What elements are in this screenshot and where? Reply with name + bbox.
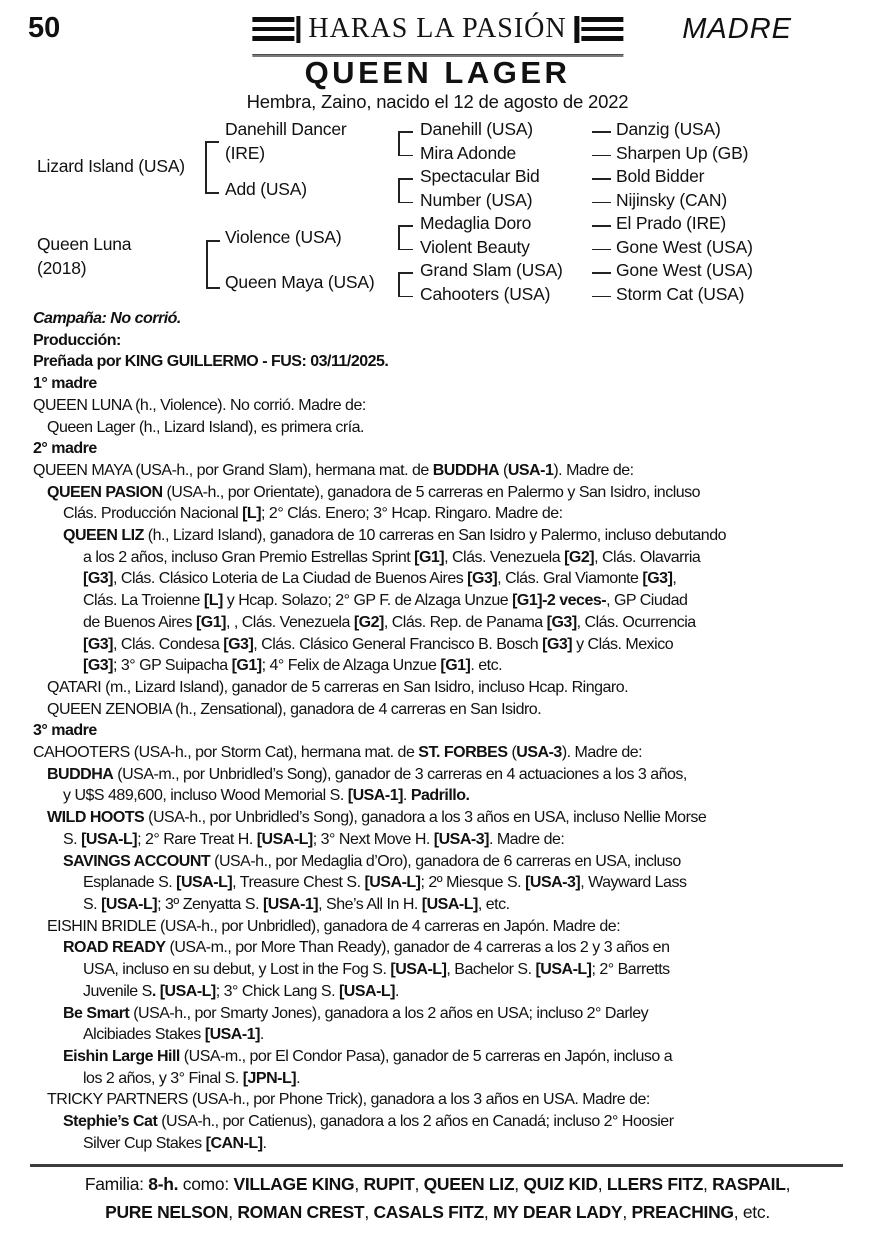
pedigree-name-gen2: Danehill Dancer (IRE) (225, 119, 347, 163)
production-line-segment: Clás. La Troienne (83, 592, 204, 610)
logo-vertical-bar-icon (296, 16, 301, 43)
production-line-segment: [G3] (542, 635, 573, 653)
production-line-segment: [USA-L] (176, 874, 233, 892)
pedigree-name-gen3: Mira Adonde (420, 142, 517, 163)
production-line (0, 916, 875, 938)
production-line-segment: [G2] (564, 548, 595, 566)
production-line-segment: ( (507, 744, 517, 762)
production-line (0, 460, 875, 482)
production-line-segment: (USA-h., por Catienus), ganadora a los 2 años en Canadá; incluso 2° Hoosier (157, 1113, 674, 1131)
production-line-segment: [G3] (83, 635, 113, 653)
family-line-1-segment: , (414, 1174, 424, 1194)
production-line-segment: [USA-L] (535, 961, 592, 979)
production-line-segment: y Clás. Mexico (572, 635, 674, 653)
family-line-1-segment: 8-h. (148, 1174, 179, 1194)
production-line-segment: [G1] (440, 657, 471, 675)
pedigree-name-gen1: Queen Luna (2018) (37, 234, 132, 278)
pedigree-name-gen4: Gone West (USA) (616, 260, 753, 281)
production-line-segment: , She’s All In H. (318, 895, 422, 913)
pedigree-name-gen2: Add (USA) (225, 178, 307, 199)
pedigree-connector (205, 192, 219, 194)
production-line (0, 1068, 875, 1090)
family-line-1-segment: QUIZ KID (523, 1174, 598, 1194)
horse-name-title: QUEEN LAGER (304, 55, 571, 90)
production-line-segment: ; 3° GP Suipacha (113, 657, 232, 675)
family-line-1-segment: como: (178, 1174, 234, 1194)
pedigree-name-gen2: Queen Maya (USA) (225, 272, 375, 293)
production-line-segment: Eishin Large Hill (63, 1047, 180, 1065)
pedigree-connector (398, 272, 400, 297)
production-line-segment: ; 2° Rare Treat H. (137, 830, 257, 848)
family-line-1-segment: VILLAGE KING (233, 1174, 355, 1194)
production-line-segment: Stephie’s Cat (63, 1113, 158, 1131)
pedigree-name-gen4: Danzig (USA) (616, 119, 721, 140)
production-line-segment: Silver Cup Stakes (83, 1134, 206, 1152)
pedigree-connector (398, 272, 413, 274)
pedigree-connector (206, 287, 220, 289)
production-line-segment: (USA-m., por More Than Ready), ganador de 4 carreras a los 2 y 3 años en (165, 939, 670, 957)
pedigree-name-gen2: Violence (USA) (225, 227, 342, 248)
production-line-segment: [USA-L] (364, 874, 421, 892)
production-line-segment: [L] (242, 505, 262, 523)
production-line-segment: (USA-h., por Unbridled’s Song), ganadora a los 3 años en USA, incluso Nellie Morse (144, 809, 707, 827)
production-line (0, 872, 875, 894)
production-line-segment: ; 2° Barretts (591, 961, 670, 979)
family-line-1-segment: , (514, 1174, 524, 1194)
family-line-2-segment: PURE NELSON (105, 1201, 229, 1222)
production-line-segment: . (262, 1134, 267, 1152)
family-line-2-segment: ROMAN CREST (237, 1201, 365, 1222)
section-label-madre: MADRE (682, 13, 792, 45)
production-line-segment: ; 3° Chick Lang S. (215, 982, 339, 1000)
pedigree-connector (398, 296, 413, 298)
production-line (0, 742, 875, 764)
production-line-segment: a los 2 años, incluso Gran Premio Estrellas Sprint (83, 548, 415, 566)
pedigree-name-gen3: Medaglia Doro (420, 213, 532, 234)
production-line-segment: [USA-L] (338, 982, 395, 1000)
production-line (0, 351, 875, 373)
family-line-1-segment: LLERS FITZ (606, 1174, 704, 1194)
production-line (0, 438, 875, 460)
pedigree-connector (592, 272, 611, 274)
production-line-segment: , etc. (477, 895, 510, 913)
production-line-segment: 1° madre (33, 375, 97, 393)
production-line-segment: los 2 años, y 3° Final S. (83, 1069, 243, 1087)
pedigree-connector (398, 178, 413, 180)
logo-bars-right-icon (581, 14, 623, 43)
production-line-segment: ; 3° Next Move H. (312, 830, 434, 848)
production-line (0, 937, 875, 959)
production-line-segment: ; 2° Clás. Enero; 3° Hcap. Ringaro. Madre de: (261, 505, 563, 523)
pedigree-connector (398, 155, 413, 157)
production-line (0, 482, 875, 504)
production-line-segment: [USA-3] (433, 830, 489, 848)
production-line (0, 634, 875, 656)
production-line (0, 785, 875, 807)
production-line-segment: ; 4° Felix de Alzaga Unzue (261, 657, 441, 675)
production-line-segment: , Clás. Venezuela (444, 548, 565, 566)
pedigree-connector (398, 131, 413, 133)
pedigree-name-gen4: Nijinsky (CAN) (616, 189, 727, 210)
production-line-segment: [G3] (83, 570, 113, 588)
family-line-1-segment: Familia: (84, 1174, 149, 1194)
production-line-segment: Producción: (33, 331, 121, 349)
pedigree-connector (592, 155, 611, 157)
production-line-segment: [USA-3] (525, 874, 581, 892)
production-line-segment: [G3] (223, 635, 254, 653)
production-line (0, 1111, 875, 1133)
pedigree-name-gen3: Danehill (USA) (420, 119, 533, 140)
production-line-segment: , Clás. Rep. de Panama (383, 613, 547, 631)
production-line-segment: [L] (203, 592, 223, 610)
production-line-segment: , Clás. Clásico Loteria de La Ciudad de Buenos Aires (113, 570, 468, 588)
production-line (0, 851, 875, 873)
production-line (0, 959, 875, 981)
production-line (0, 417, 875, 439)
family-line-1-segment: , (703, 1174, 713, 1194)
production-line (0, 807, 875, 829)
production-line-segment: [USA-L] (81, 830, 138, 848)
family-line-1-segment: RASPAIL (712, 1174, 786, 1194)
production-line-segment: , Clás. Olavarria (594, 548, 701, 566)
pedigree-connector (592, 131, 611, 133)
pedigree-name-gen3: Violent Beauty (420, 236, 530, 257)
production-line-segment: [G3] (467, 570, 498, 588)
production-line-segment: Alcibiades Stakes (83, 1026, 205, 1044)
production-line-segment: 3° madre (33, 722, 97, 740)
pedigree-connector (398, 225, 400, 250)
production-line-segment: Queen Lager (h., Lizard Island), es primera cría. (47, 418, 364, 436)
production-line-segment: (USA-h., por Smarty Jones), ganadora a los 2 años en USA; incluso 2° Darley (129, 1004, 649, 1022)
production-line-segment: SAVINGS ACCOUNT (63, 852, 211, 870)
footer-divider (30, 1164, 843, 1167)
production-line-segment: . (395, 982, 399, 1000)
production-line-segment: (USA-h., por Medaglia d’Oro), ganadora de 6 carreras en USA, incluso (210, 852, 681, 870)
production-line-segment: ( (499, 461, 508, 479)
pedigree-connector (592, 225, 611, 227)
pedigree-connector (592, 296, 611, 298)
production-line-segment: [G1] (414, 548, 445, 566)
production-line-segment: QUEEN MAYA (USA-h., por Grand Slam), hermana mat. de (33, 461, 433, 479)
production-line-segment: Preñada por KING GUILLERMO - FUS: 03/11/2025. (33, 353, 389, 371)
production-line-segment: ; 2º Miesque S. (420, 874, 526, 892)
production-line-segment: QUEEN PASION (47, 483, 163, 501)
production-line-segment: (USA-h., por Orientate), ganadora de 5 carreras en Palermo y San Isidro, incluso (162, 483, 701, 501)
pedigree-connector (398, 249, 413, 251)
production-line-segment: , Clás. Condesa (113, 635, 224, 653)
production-line-segment: [G3] (546, 613, 577, 631)
haras-la-pasion-logo (252, 13, 623, 45)
production-line-segment: [CAN-L] (205, 1134, 263, 1152)
production-line-segment: (h., Lizard Island), ganadora de 10 carreras en San Isidro y Palermo, incluso debutando (143, 527, 726, 545)
production-line-segment: QUEEN LUNA (h., Violence). No corrió. Madre de: (33, 396, 366, 414)
production-line-segment: [USA-L] (390, 961, 447, 979)
production-line-segment: . [USA-L] (151, 982, 216, 1000)
production-line-segment: TRICKY PARTNERS (USA-h., por Phone Trick), ganadora a los 3 años en USA. Madre de: (47, 1091, 650, 1109)
production-line (0, 981, 875, 1003)
production-line (0, 764, 875, 786)
pedigree-name-gen4: El Prado (IRE) (616, 213, 727, 234)
pedigree-connector (205, 141, 219, 143)
production-line-segment: USA, incluso en su debut, y Lost in the Fog S. (83, 961, 391, 979)
logo-text: HARAS LA PASIÓN (308, 13, 567, 44)
pedigree-name-gen4: Bold Bidder (616, 166, 705, 187)
production-line (0, 308, 875, 330)
family-line-2-segment: MY DEAR LADY (493, 1201, 623, 1222)
production-line-segment: , (672, 570, 677, 588)
production-line (0, 655, 875, 677)
production-line-segment: [USA-1] (204, 1026, 260, 1044)
family-line-1-segment: , (597, 1174, 607, 1194)
pedigree-connector (592, 249, 611, 251)
production-line-segment: (USA-m., por Unbridled’s Song), ganador de 3 carreras en 4 actuaciones a los 3 años, (113, 765, 687, 783)
production-line-segment: ROAD READY (63, 939, 166, 957)
production-line-segment: . (402, 787, 411, 805)
family-line-2-segment: CASALS FITZ (373, 1201, 484, 1222)
production-line-segment: Esplanade S. (83, 874, 177, 892)
production-line-segment: USA-1 (507, 461, 554, 479)
production-line (0, 894, 875, 916)
production-text-block (0, 308, 875, 1154)
production-line-segment: Campaña: No corrió. (33, 310, 181, 327)
production-line (0, 720, 875, 742)
production-line (0, 1089, 875, 1111)
production-line-segment: [G3] (642, 570, 673, 588)
production-line (0, 568, 875, 590)
production-line-segment: [USA-L] (421, 895, 478, 913)
production-line (0, 677, 875, 699)
production-line (0, 547, 875, 569)
production-line (0, 525, 875, 547)
production-line-segment: , , Clás. Venezuela (225, 613, 354, 631)
production-line-segment: [G1]-2 veces- (512, 592, 607, 610)
production-line-segment: [G2] (353, 613, 384, 631)
production-line (0, 1133, 875, 1155)
production-line-segment: [USA-1] (347, 787, 403, 805)
production-line-segment: , GP Ciudad (606, 592, 688, 610)
production-line-segment: , Wayward Lass (580, 874, 687, 892)
pedigree-connector (398, 202, 413, 204)
pedigree-name-gen3: Spectacular Bid (420, 166, 540, 187)
pedigree-connector (398, 178, 400, 203)
production-line-segment: [USA-L] (256, 830, 313, 848)
production-line-segment: WILD HOOTS (47, 809, 145, 827)
production-line-segment: S. (83, 895, 102, 913)
production-line (0, 503, 875, 525)
production-line-segment: QUEEN LIZ (63, 527, 144, 545)
production-line-segment: de Buenos Aires (83, 613, 196, 631)
pedigree-name-gen3: Number (USA) (420, 189, 533, 210)
production-line (0, 395, 875, 417)
production-line-segment: BUDDHA (432, 461, 500, 479)
pedigree-connector (592, 202, 611, 204)
production-line-segment: [G1] (195, 613, 226, 631)
production-line-segment: [G1] (231, 657, 262, 675)
pedigree-name-gen1: Lizard Island (USA) (37, 156, 185, 177)
production-line-segment: , Clás. Ocurrencia (576, 613, 696, 631)
family-line-2-segment: , (228, 1201, 238, 1222)
production-line-segment: (USA-m., por El Condor Pasa), ganador de 5 carreras en Japón, incluso a (179, 1047, 673, 1065)
production-line-segment: ; 3º Zenyatta S. (157, 895, 263, 913)
logo-bars-left-icon (252, 14, 294, 43)
production-line-segment: 2° madre (33, 440, 97, 458)
pedigree-name-gen4: Storm Cat (USA) (616, 283, 745, 304)
pedigree-connector (398, 131, 400, 156)
production-line-segment: QUEEN ZENOBIA (h., Zensational), ganadora de 4 carreras en San Isidro. (47, 700, 542, 718)
pedigree-connector (592, 178, 611, 180)
family-line-2-segment: , (364, 1201, 374, 1222)
production-line-segment: , Clás. Gral Viamonte (497, 570, 643, 588)
production-line-segment: [USA-L] (101, 895, 158, 913)
production-line-segment: BUDDHA (47, 765, 114, 783)
production-line-segment: . etc. (470, 657, 503, 675)
production-line (0, 330, 875, 352)
production-line-segment: . (259, 1026, 264, 1044)
pedigree-connector (206, 240, 208, 289)
production-line-segment: ). Madre de: (561, 744, 643, 762)
production-line-segment: [USA-1] (262, 895, 319, 913)
pedigree-name-gen4: Sharpen Up (GB) (616, 142, 749, 163)
family-line-1-segment: QUEEN LIZ (423, 1174, 515, 1194)
production-line-segment: Be Smart (63, 1004, 130, 1022)
production-line (0, 699, 875, 721)
family-line-1-segment: , (785, 1174, 791, 1194)
production-line (0, 1024, 875, 1046)
family-line-2 (20, 1199, 855, 1227)
production-line-segment: EISHIN BRIDLE (USA-h., por Unbridled), ganadora de 4 carreras en Japón. Madre de: (47, 917, 621, 935)
pedigree-name-gen3: Cahooters (USA) (420, 283, 551, 304)
pedigree-connector (206, 240, 220, 242)
production-line-segment: y U$S 489,600, incluso Wood Memorial S. (63, 787, 348, 805)
production-line-segment: [G3] (83, 657, 113, 675)
pedigree-connector (398, 225, 413, 227)
production-line-segment: . Madre de: (488, 830, 565, 848)
production-line-segment: USA-3 (516, 744, 562, 762)
family-line-2-segment: , etc. (733, 1201, 770, 1222)
page-number: 50 (28, 12, 61, 44)
production-line-segment: S. (63, 830, 82, 848)
production-line (0, 1046, 875, 1068)
pedigree-connector (205, 141, 207, 194)
family-line-1-segment: , (354, 1174, 364, 1194)
production-line-segment: , Clás. Clásico General Francisco B. Bosch (253, 635, 543, 653)
production-line-segment: , Bachelor S. (446, 961, 536, 979)
production-line-segment: ST. FORBES (418, 744, 508, 762)
production-line (0, 590, 875, 612)
production-line-segment: QATARI (m., Lizard Island), ganador de 5 carreras en San Isidro, incluso Hcap. Ringaro. (47, 678, 629, 696)
logo-vertical-bar-icon (575, 16, 580, 43)
production-line-segment: . (296, 1069, 301, 1087)
pedigree-name-gen3: Grand Slam (USA) (420, 260, 563, 281)
production-line-segment: ). Madre de: (553, 461, 634, 479)
family-line-1-segment: RUPIT (363, 1174, 415, 1194)
production-line-segment: y Hcap. Solazo; 2° GP F. de Alzaga Unzue (222, 592, 513, 610)
production-line (0, 612, 875, 634)
pedigree-name-gen4: Gone West (USA) (616, 236, 753, 257)
family-line-2-segment: , (622, 1201, 632, 1222)
production-line-segment: , Treasure Chest S. (232, 874, 365, 892)
production-line (0, 829, 875, 851)
family-line-1 (20, 1171, 855, 1199)
production-line-segment: CAHOOTERS (USA-h., por Storm Cat), hermana mat. de (33, 744, 419, 762)
family-line-2-segment: , (483, 1201, 494, 1222)
production-line-segment: [JPN-L] (242, 1069, 297, 1087)
production-line-segment: Clás. Producción Nacional (63, 505, 243, 523)
family-line-2-segment: PREACHING (631, 1201, 734, 1222)
family-footer (20, 1171, 855, 1226)
production-line (0, 373, 875, 395)
horse-details-subtitle: Hembra, Zaino, nacido el 12 de agosto de 2022 (246, 91, 629, 112)
production-line (0, 1003, 875, 1025)
production-line-segment: Padrillo. (410, 787, 470, 805)
production-line-segment: Juvenile S (83, 982, 152, 1000)
